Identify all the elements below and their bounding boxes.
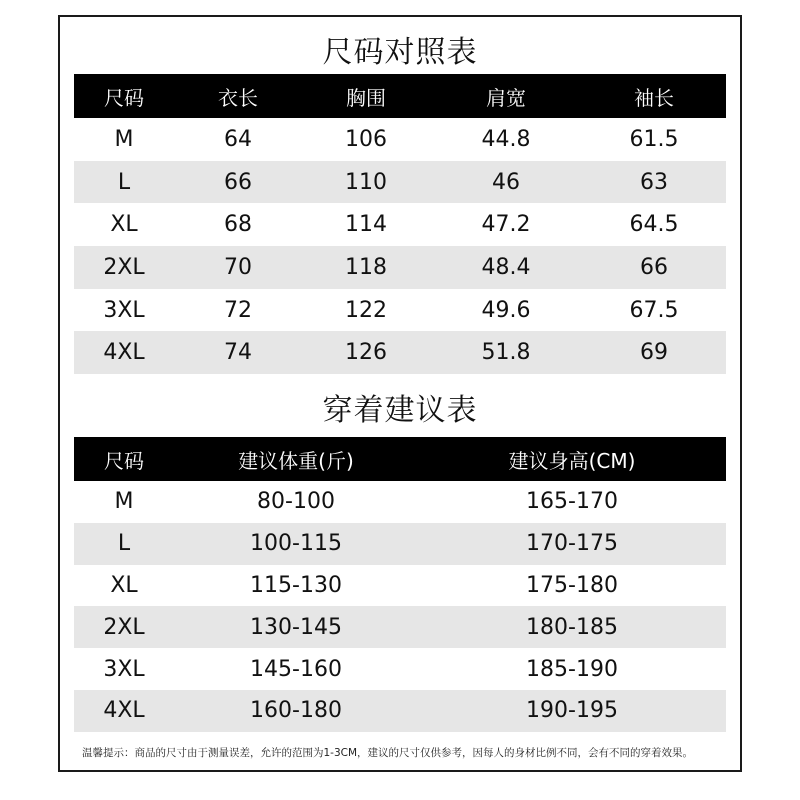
- table-cell: 80-100: [257, 489, 335, 515]
- table-cell: 51.8: [481, 340, 531, 366]
- size-chart-title: 尺码对照表: [322, 35, 478, 70]
- wear-guide-table: [74, 437, 726, 732]
- table-cell: 70: [224, 254, 252, 280]
- header-cell-length: 衣长: [218, 85, 258, 110]
- table-cell: 49.6: [481, 297, 531, 323]
- size-chart-table: [74, 74, 726, 374]
- table-cell: 4XL: [103, 340, 145, 366]
- table-cell: 67.5: [629, 297, 679, 323]
- table-cell: L: [117, 169, 131, 195]
- table-row: [74, 523, 726, 565]
- table-cell: 170-175: [526, 531, 618, 557]
- table-cell: 3XL: [103, 656, 145, 682]
- table-cell: 63: [640, 169, 668, 195]
- table-cell: 126: [345, 340, 387, 366]
- header-cell-sleeve: 袖长: [634, 85, 674, 110]
- table-cell: 118: [345, 254, 387, 280]
- table-row: [74, 648, 726, 690]
- header-cell-chest: 胸围: [346, 85, 386, 110]
- table-cell: M: [114, 489, 134, 515]
- table-cell: 190-195: [526, 698, 618, 724]
- table-cell: 46: [492, 169, 520, 195]
- table-cell: L: [117, 531, 131, 557]
- table-cell: 130-145: [250, 614, 342, 640]
- size-chart-header-row: [74, 74, 726, 118]
- table-cell: 100-115: [250, 531, 342, 557]
- table-row: [74, 606, 726, 648]
- measurement-note: 温馨提示：商品的尺寸由于测量误差，允许的范围为1-3CM，建议的尺寸仅供参考，因每人的身材比例不同，会有不同的穿着效果。: [82, 747, 694, 759]
- table-row: [74, 203, 726, 246]
- size-chart-card: [58, 15, 742, 772]
- table-cell: 185-190: [526, 656, 618, 682]
- table-row: [74, 481, 726, 523]
- table-cell: 64.5: [629, 212, 679, 238]
- table-cell: 66: [224, 169, 252, 195]
- header-cell-size: 尺码: [104, 85, 144, 110]
- table-row: [74, 246, 726, 289]
- header-cell-height: 建议身高(CM): [508, 448, 636, 473]
- table-row: [74, 289, 726, 332]
- table-cell: 110: [345, 169, 387, 195]
- table-cell: 2XL: [103, 614, 145, 640]
- table-row: [74, 118, 726, 161]
- table-cell: 145-160: [250, 656, 342, 682]
- table-row: [74, 331, 726, 374]
- table-cell: 64: [224, 126, 252, 152]
- table-cell: 114: [345, 212, 387, 238]
- table-cell: 2XL: [103, 254, 145, 280]
- header-cell-size: 尺码: [104, 448, 144, 473]
- table-cell: 115-130: [250, 572, 342, 598]
- table-cell: 69: [640, 340, 668, 366]
- table-cell: 180-185: [526, 614, 618, 640]
- header-cell-weight: 建议体重(斤): [238, 448, 354, 473]
- table-cell: 61.5: [629, 126, 679, 152]
- table-cell: 72: [224, 297, 252, 323]
- table-cell: M: [114, 126, 134, 152]
- header-cell-shoulder: 肩宽: [486, 85, 526, 110]
- table-cell: 68: [224, 212, 252, 238]
- table-cell: XL: [110, 572, 138, 598]
- table-cell: 4XL: [103, 698, 145, 724]
- table-cell: 74: [224, 340, 252, 366]
- wear-guide-header-row: [74, 437, 726, 481]
- table-cell: 106: [345, 126, 387, 152]
- table-cell: 3XL: [103, 297, 145, 323]
- table-cell: 160-180: [250, 698, 342, 724]
- table-cell: 165-170: [526, 489, 618, 515]
- table-cell: 47.2: [481, 212, 531, 238]
- table-cell: 122: [345, 297, 387, 323]
- table-cell: 44.8: [481, 126, 531, 152]
- table-cell: 48.4: [481, 254, 531, 280]
- table-row: [74, 161, 726, 204]
- table-cell: XL: [110, 212, 138, 238]
- table-row: [74, 565, 726, 607]
- table-cell: 175-180: [526, 572, 618, 598]
- wear-guide-title: 穿着建议表: [322, 393, 478, 428]
- table-row: [74, 690, 726, 732]
- table-cell: 66: [640, 254, 668, 280]
